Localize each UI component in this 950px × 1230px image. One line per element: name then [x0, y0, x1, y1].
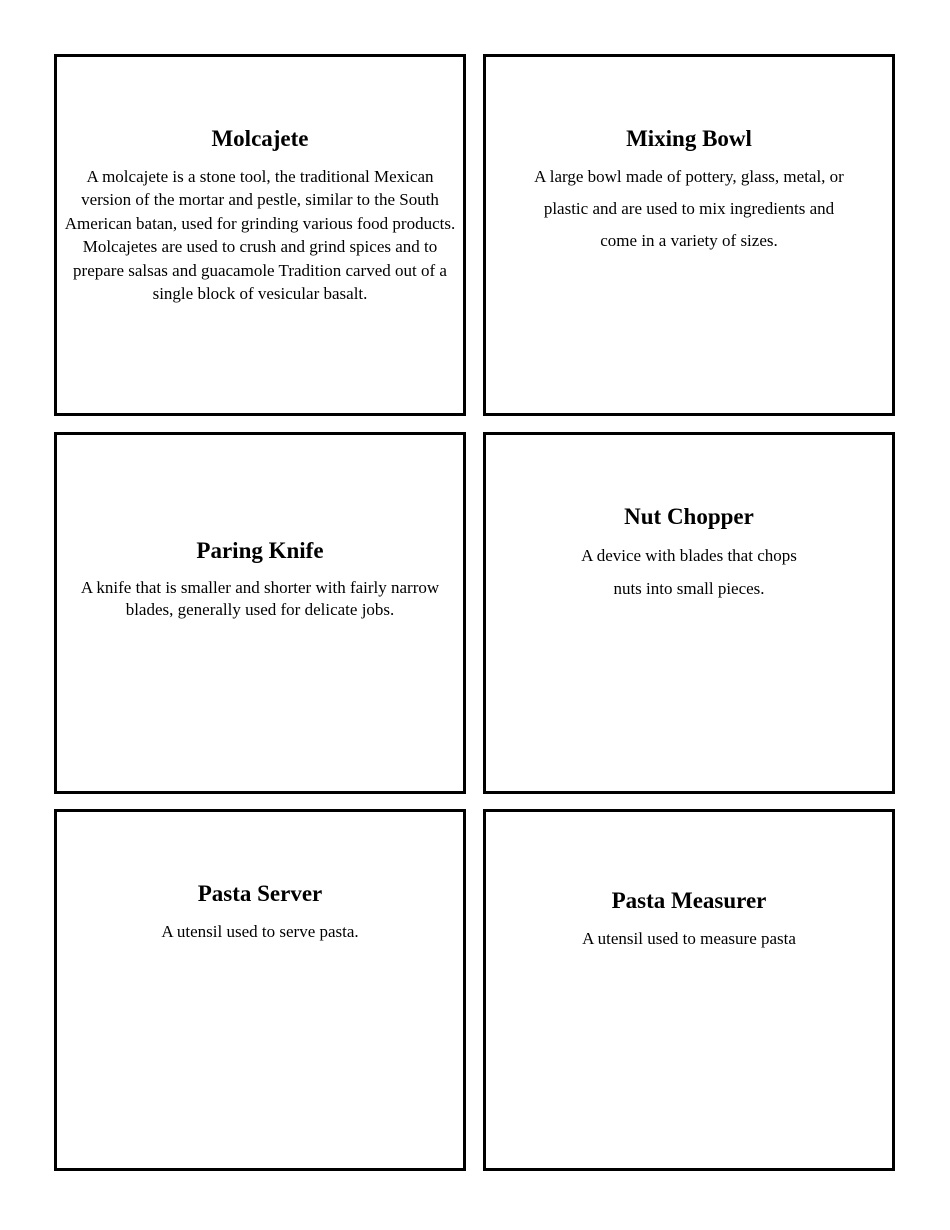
card-content — [57, 537, 463, 621]
card-content — [486, 887, 892, 950]
card-content — [486, 125, 892, 257]
card-nut-chopper — [483, 432, 895, 794]
card-description: A device with blades that chops nuts into small pieces. — [581, 545, 797, 598]
card-pasta-server — [54, 809, 466, 1171]
card-molcajete — [54, 54, 466, 416]
card-title: Nut Chopper — [624, 504, 754, 529]
card-mixing-bowl — [483, 54, 895, 416]
card-content — [486, 503, 892, 605]
card-title: Pasta Measurer — [611, 888, 767, 913]
card-description: A molcajete is a stone tool, the traditional Mexican version of the mortar and pestle, similar to the South American batan, used for grinding various food products. Molcajetes are used to crush and grind spices and to prepare salsas and guacamole Tradition carved out of a single block of vesicular basalt. — [64, 166, 456, 304]
card-paring-knife — [54, 432, 466, 794]
card-content — [57, 125, 463, 306]
card-content — [57, 880, 463, 943]
card-title: Paring Knife — [196, 538, 324, 563]
card-description: A utensil used to serve pasta. — [161, 921, 359, 941]
card-description: A utensil used to measure pasta — [582, 928, 796, 948]
card-title: Mixing Bowl — [626, 126, 752, 151]
card-title: Pasta Server — [197, 881, 323, 906]
card-title: Molcajete — [211, 126, 309, 151]
card-description: A knife that is smaller and shorter with fairly narrow blades, generally used for delicate jobs. — [80, 577, 440, 619]
card-pasta-measurer — [483, 809, 895, 1171]
card-description: A large bowl made of pottery, glass, metal, or plastic and are used to mix ingredients and come in a variety of sizes. — [534, 166, 844, 250]
